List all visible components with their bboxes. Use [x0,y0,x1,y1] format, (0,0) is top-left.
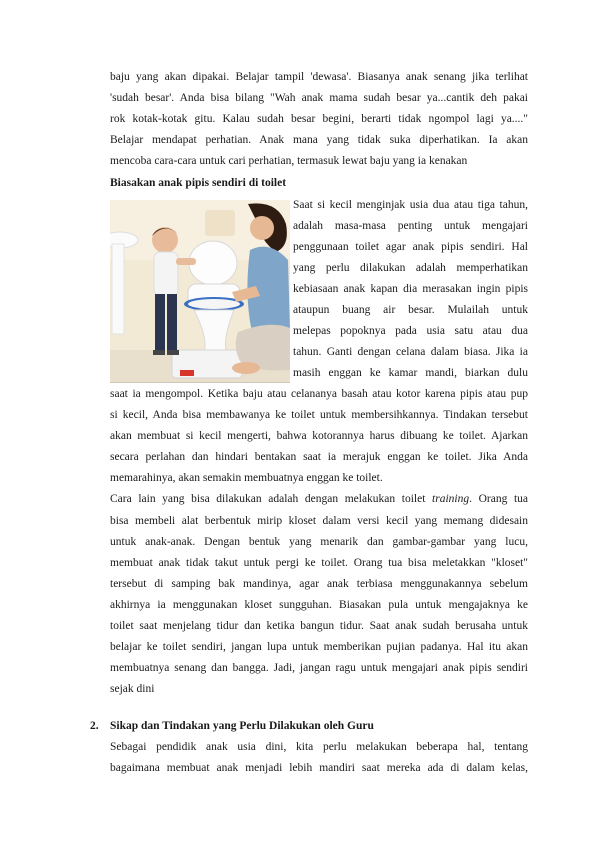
text-line: sejak dini [110,683,155,695]
text-line: ataupun buang air besar. Mulailah untuk [293,304,528,316]
text-line: bisa membeli alat berbentuk mirip kloset dalam versi kecil yang memang didesain [110,515,528,527]
text-line: belajar ke toilet sendiri, jangan lupa untuk memberikan pujian padanya. Hal itu akan [110,641,528,653]
text-line: masih enggan ke kamar mandi, biarkan dulu [293,367,528,379]
text-line: saat ia mengompol. Ketika baju atau celananya basah atau kotor karena pipis atau pup [110,388,528,400]
text-line: kebiasaan anak kapan dia merasakan ingin pipis [293,283,528,295]
text-line: tersebut di samping bak mandinya, agar anak terbiasa menggunakannya sebelum [110,578,528,590]
text-line: Belajar mendapat perhatian. Anak mana yang tidak suka diperhatikan. Ia akan [110,134,528,146]
text-line: 'sudah besar'. Anda bisa bilang "Wah anak mama sudah besar ya...cantik deh pakai [110,92,528,104]
mother-child-toilet-photo [110,200,290,383]
text-line: yang perlu dilakukan adalah memperhatikan [293,262,528,274]
text-line: toilet saat menjelang tidur dan ketika bangun tidur. Saat anak sudah berusaha untuk [110,620,528,632]
text-line: baju yang akan dipakai. Belajar tampil 'dewasa'. Biasanya anak senang jika terlihat [110,71,528,83]
text-line: si kecil, Anda bisa membawanya ke toilet untuk membersihkannya. Tindakan tersebut [110,409,528,421]
text-line: melepas popoknya pada usia satu atau dua [293,325,528,337]
text-line: untuk anak-anak. Dengan bentuk yang menarik dan gambar-gambar yang lucu, [110,536,528,548]
text-line: Saat si kecil menginjak usia dua atau tiga tahun, [293,199,528,211]
text-line: akan membuat si kecil mengerti, bahwa kotorannya harus dibuang ke toilet. Ajarkan [110,430,528,442]
text-line: membuat anak tidak takut untuk pergi ke toilet. Orang tua bisa meletakkan "kloset" [110,557,528,569]
photo-mother-child-toilet-icon [110,200,290,382]
text-line: adalah masa-masa penting untuk mengajari [293,220,528,232]
text-segment: . Orang tua [469,493,528,505]
text-line: tahun. Ganti dengan celana dalam biasa. Jika ia [293,346,528,358]
section-heading: Sikap dan Tindakan yang Perlu Dilakukan oleh Guru [110,720,374,732]
italic-term: training [432,493,470,505]
text-line: bagaimana membuat anak menjadi lebih mandiri saat mereka ada di dalam kelas, [110,762,528,774]
text-line: secara perlahan dan hindari bentakan saat ia merajuk enggan ke toilet. Jika Anda [110,451,528,463]
text-line: mencoba cara-cara untuk cari perhatian, termasuk lewat baju yang ia kenakan [110,155,468,167]
text-line: rok kotak-kotak gitu. Kalau sudah besar begini, berarti tidak ngompol lagi ya...." [110,113,528,125]
text-line: penggunaan toilet agar anak pipis sendiri. Hal [293,241,528,253]
section-number: 2. [90,720,99,732]
text-line [110,492,528,506]
text-line: akhirnya ia menggunakan kloset sungguhan. Biasakan pula untuk mengajaknya ke [110,599,528,611]
text-line: membuatnya senang dan bangga. Jadi, jangan ragu untuk mengajari anak pipis sendiri [110,662,528,674]
section-subheading: Biasakan anak pipis sendiri di toilet [110,177,287,189]
text-line: Sebagai pendidik anak usia dini, kita perlu melakukan beberapa hal, tentang [110,741,528,753]
text-segment: Cara lain yang bisa dilakukan adalah dengan melakukan toilet [110,493,433,505]
text-line: memarahinya, akan semakin membuatnya enggan ke toilet. [110,472,383,484]
